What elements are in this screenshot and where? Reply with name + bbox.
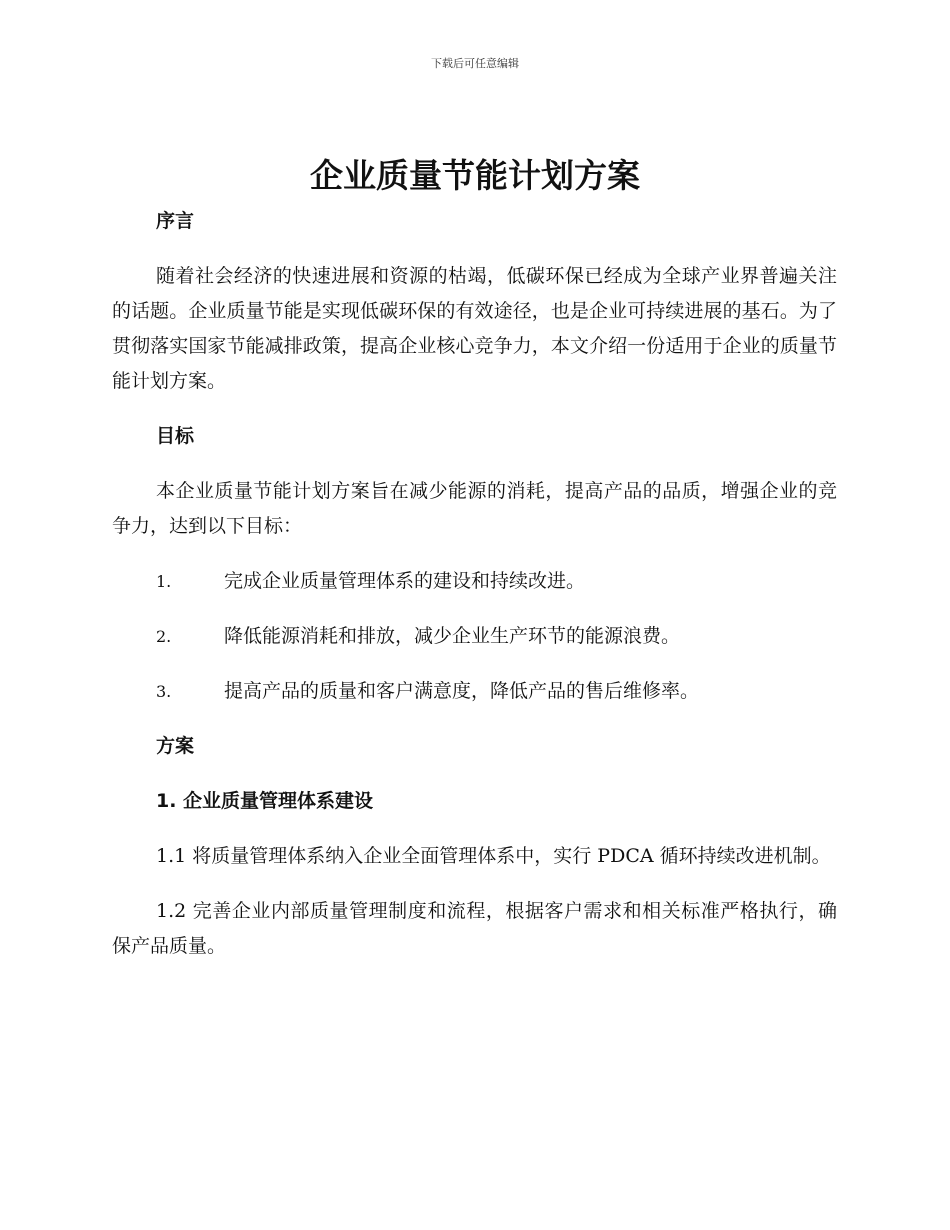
list-item-text: 提高产品的质量和客户满意度，降低产品的售后维修率。 xyxy=(224,680,700,702)
document-body xyxy=(112,204,837,984)
section-heading-plan: 方案 xyxy=(156,735,195,757)
list-item-number: 1. xyxy=(156,572,172,591)
list-item-text: 降低能源消耗和排放，减少企业生产环节的能源浪费。 xyxy=(224,625,681,647)
list-item xyxy=(112,674,837,709)
section-heading-preface: 序言 xyxy=(156,210,195,232)
preface-paragraph: 随着社会经济的快速进展和资源的枯竭，低碳环保已经成为全球产业界普遍关注的话题。企业质量节能是实现低碳环保的有效途径，也是企业可持续进展的基石。为了贯彻落实国家节能减排政策，提高企业核心竞争力，本文介绍一份适用于企业的质量节能计划方案。 xyxy=(112,265,837,392)
plan-paragraph-1-1: 1.1 将质量管理体系纳入企业全面管理体系中，实行 PDCA 循环持续改进机制。 xyxy=(156,845,831,867)
list-item xyxy=(112,564,837,599)
list-item-number: 2. xyxy=(156,627,172,646)
document-title: 企业质量节能计划方案 xyxy=(310,156,640,195)
list-item-number: 3. xyxy=(156,682,172,701)
header-note: 下载后可任意编辑 xyxy=(431,57,519,70)
section-heading-goals: 目标 xyxy=(156,425,195,447)
subsection-heading: 1. 企业质量管理体系建设 xyxy=(156,790,374,812)
plan-paragraph-1-2: 1.2 完善企业内部质量管理制度和流程，根据客户需求和相关标准严格执行，确保产品质量。 xyxy=(112,900,837,957)
list-item-text: 完成企业质量管理体系的建设和持续改进。 xyxy=(224,570,586,592)
goals-paragraph: 本企业质量节能计划方案旨在减少能源的消耗，提高产品的品质，增强企业的竞争力，达到以下目标： xyxy=(112,480,837,537)
list-item xyxy=(112,619,837,654)
